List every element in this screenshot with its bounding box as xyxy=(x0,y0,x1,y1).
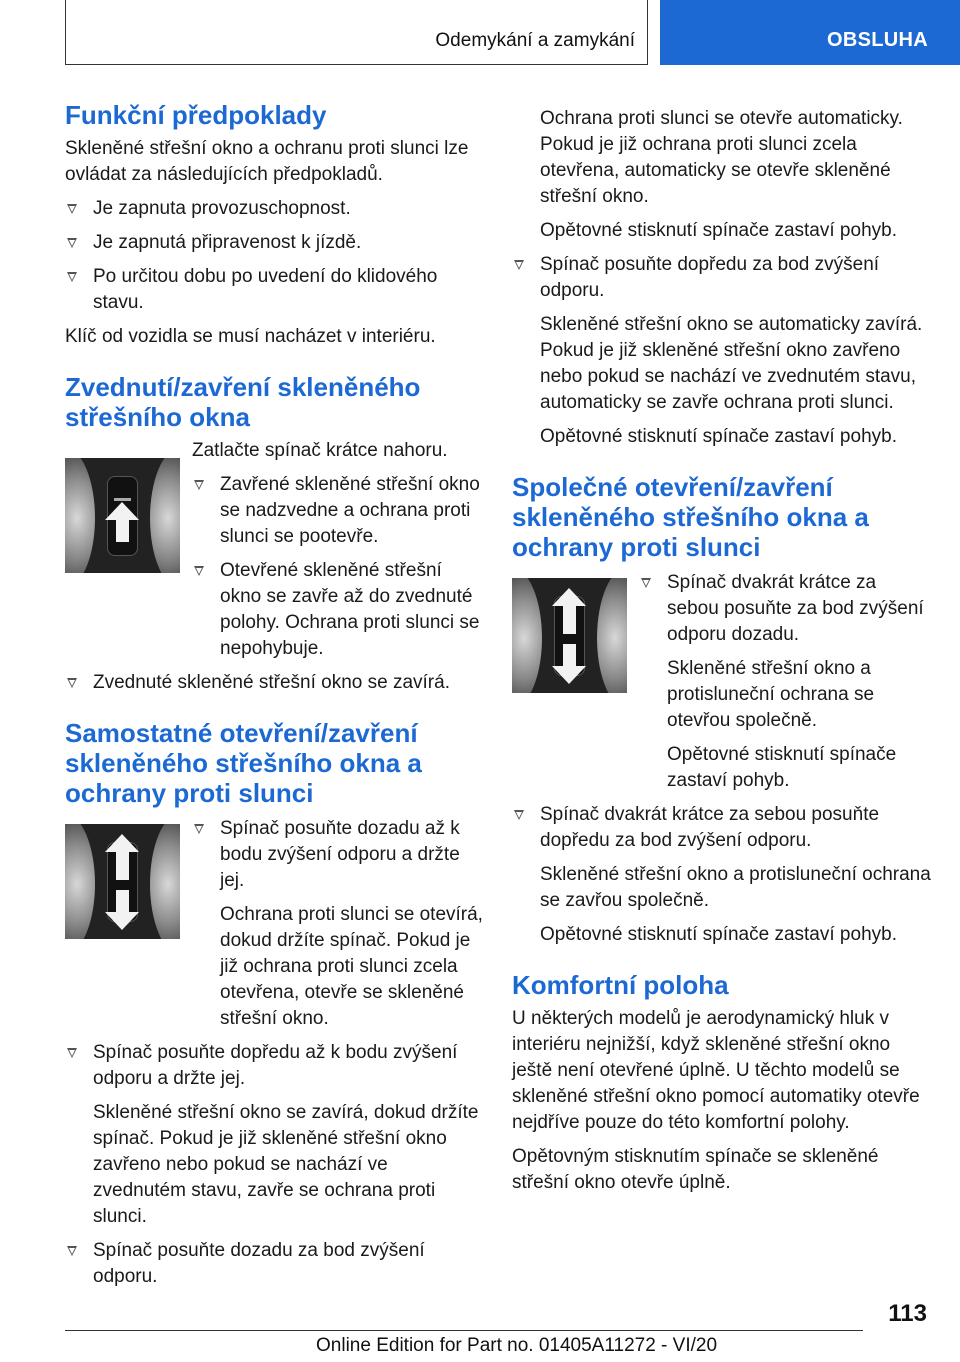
page-header xyxy=(65,0,960,65)
raise-close-block xyxy=(65,438,485,662)
footer-divider xyxy=(65,1330,863,1331)
list-item: Je zapnutá připravenost k jízdě. xyxy=(65,230,485,256)
switch-updown-illustration xyxy=(65,824,180,939)
list-item: Spínač posuňte dozadu až k bodu zvýšení odporu a držte jej. Ochrana proti slunci se otevírá, dokud držíte spínač. Pokud je již ochrana proti slunci zcela otevřena, otevře se skleněné střešní okno. xyxy=(192,816,485,1032)
chapter-tab xyxy=(660,0,960,65)
list-item: Spínač posuňte dopředu za bod zvýšení odporu. Skleněné střešní okno se automaticky zavírá. Pokud je již skleněné střešní okno zavřeno nebo pokud se nachází ve zvednutém stavu, automaticky se zavře ochrana proti slunci. Opětovné stisknutí spínače zastaví pohyb. xyxy=(512,252,932,450)
prerequisites-intro: Skleněné střešní okno a ochranu proti slunci lze ovládat za následujících předpokladů. xyxy=(65,138,469,185)
comfort-text: U některých modelů je aerodynamický hluk v interiéru nejnižší, když skleněné střešní okno ještě není otevřené úplně. U těchto modelů se skleněné střešní okno pomocí automatiky otevře nejdříve pouze do této komfortní polohy. xyxy=(512,1008,920,1133)
bullet-triangle-icon xyxy=(194,824,204,834)
heading-joint: Společné otevření/zavření skleněného střešního okna a ochrany proti slunci xyxy=(512,472,869,562)
list-item: Je zapnuta provozuschopnost. xyxy=(65,196,485,222)
page-number: 113 xyxy=(888,1300,927,1327)
bullet-triangle-icon xyxy=(67,272,77,282)
bullet-triangle-icon xyxy=(514,810,524,820)
prerequisites-list xyxy=(65,196,485,316)
list-item: Zavřené skleněné střešní okno se nadzvedne a ochrana proti slunci se pootevře. xyxy=(192,472,485,550)
switch-up-illustration xyxy=(65,458,180,573)
list-item: Spínač posuňte dopředu až k bodu zvýšení odporu a držte jej. Skleněné střešní okno se zavírá, dokud držíte spínač. Pokud je již skleněné střešní okno zavřeno nebo pokud se nachází ve zvednutém stavu, zavře se ochrana proti slunci. xyxy=(65,1040,485,1230)
raise-close-lead: Zatlačte spínač krátce nahoru. xyxy=(192,440,448,461)
bullet-triangle-icon xyxy=(67,678,77,688)
bullet-triangle-icon xyxy=(67,204,77,214)
chapter-title: OBSLUHA xyxy=(827,29,928,51)
bullet-triangle-icon xyxy=(641,578,651,588)
separate-block xyxy=(65,816,485,1032)
continued-item: Ochrana proti slunci se otevře automaticky. Pokud je již ochrana proti slunci zcela otevřena, automaticky se otevře skleněné střešní okno. Opětovné stisknutí spínače zastaví pohyb. xyxy=(540,108,903,241)
list-item: Spínač dvakrát krátce za sebou posuňte dopředu za bod zvýšení odporu. Skleněné střešní okno a protisluneční ochrana se zavřou společně. Opětovné stisknutí spínače zastaví pohyb. xyxy=(512,802,932,948)
switch-updown-illustration xyxy=(512,578,627,693)
bullet-triangle-icon xyxy=(194,566,204,576)
bullet-triangle-icon xyxy=(67,1246,77,1256)
section-tab xyxy=(65,0,648,65)
prerequisites-note: Klíč od vozidla se musí nacházet v interiéru. xyxy=(65,326,436,347)
list-item: Otevřené skleněné střešní okno se zavře až do zvednuté polohy. Ochrana proti slunci se nepohybuje. xyxy=(192,558,485,662)
list-item: Spínač dvakrát krátce za sebou posuňte za bod zvýšení odporu dozadu. Skleněné střešní okno a protisluneční ochrana se otevřou společně. Opětovné stisknutí spínače zastaví pohyb. xyxy=(639,570,932,794)
list-item: Spínač posuňte dozadu za bod zvýšení odporu. xyxy=(65,1238,485,1290)
edition-note: Online Edition for Part no. 01405A11272 - VI/20 xyxy=(316,1335,718,1356)
heading-separate: Samostatné otevření/zavření skleněného střešního okna a ochrany proti slunci xyxy=(65,718,422,808)
heading-raise-close: Zvednutí/zavření skleněného střešního okna xyxy=(65,372,421,432)
left-column xyxy=(65,100,485,1290)
bullet-triangle-icon xyxy=(67,238,77,248)
bullet-triangle-icon xyxy=(67,1048,77,1058)
heading-comfort: Komfortní poloha xyxy=(512,970,729,1000)
right-column xyxy=(512,106,932,1196)
comfort-text-2: Opětovným stisknutím spínače se skleněné střešní okno otevře úplně. xyxy=(512,1146,879,1193)
bullet-triangle-icon xyxy=(194,480,204,490)
list-item: Po určitou dobu po uvedení do klidového stavu. xyxy=(65,264,485,316)
bullet-triangle-icon xyxy=(514,260,524,270)
joint-block xyxy=(512,570,932,794)
section-title: Odemykání a zamykání xyxy=(435,30,635,51)
heading-prerequisites: Funkční předpoklady xyxy=(65,100,327,130)
list-item: Zvednuté skleněné střešní okno se zavírá. xyxy=(65,670,485,696)
